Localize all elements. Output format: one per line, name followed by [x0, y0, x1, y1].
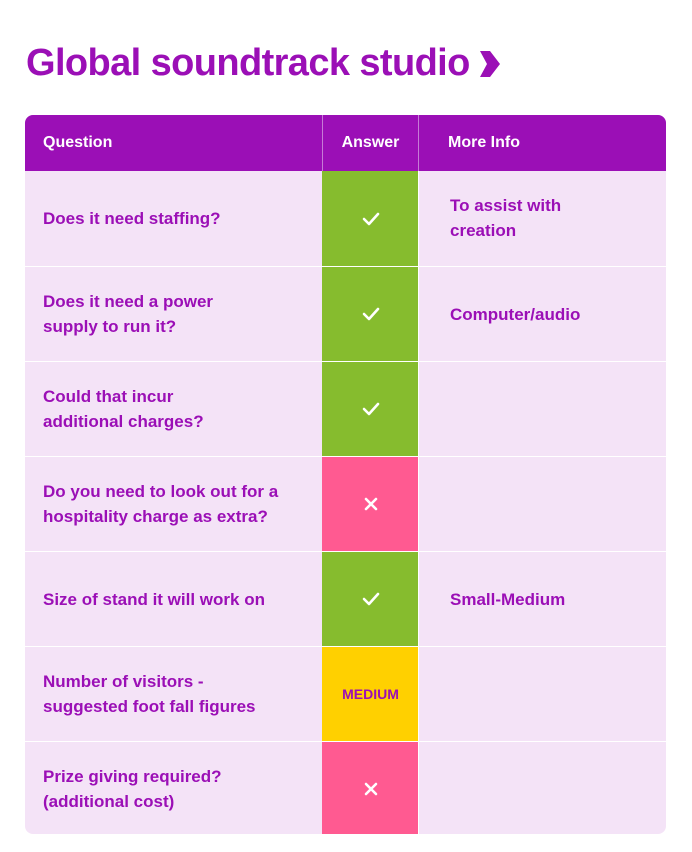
- more-info-text: [450, 302, 580, 327]
- table-row: [25, 361, 666, 456]
- table-row: [25, 456, 666, 551]
- more-info-text: [450, 587, 565, 612]
- more-info-cell: [450, 552, 650, 646]
- question-cell: [43, 552, 313, 646]
- page-title: [26, 42, 502, 85]
- more-info-cell: [450, 647, 650, 741]
- more-info-cell: [450, 457, 650, 551]
- table-row: [25, 551, 666, 646]
- question-line: Does it need staffing?: [43, 209, 221, 228]
- question-cell: [43, 457, 313, 551]
- check-icon: [322, 552, 419, 646]
- question-line: Could that incur: [43, 387, 174, 406]
- more-info-cell: [450, 267, 650, 361]
- more-info-line: Small-Medium: [450, 589, 566, 609]
- table-row: [25, 646, 666, 741]
- question-cell: [43, 362, 313, 456]
- page-title-text: Global soundtrack studio: [26, 42, 470, 84]
- question-text: [43, 384, 204, 434]
- table-row: [25, 266, 666, 361]
- header-answer: Answer: [341, 134, 400, 151]
- column-divider: [418, 171, 419, 266]
- question-cell: [43, 742, 313, 834]
- question-line: Does it need a power: [43, 292, 214, 311]
- check-icon: [322, 171, 419, 266]
- question-text: [43, 206, 221, 231]
- question-text: [43, 479, 278, 529]
- more-info-cell: [450, 742, 650, 834]
- check-icon: [322, 362, 419, 456]
- header-more-info: More Info: [448, 134, 520, 151]
- question-text: [43, 764, 222, 814]
- table-row: [25, 741, 666, 834]
- chevron-right-icon: [478, 49, 502, 79]
- column-divider: [418, 267, 419, 361]
- question-line: hospitality charge as extra?: [43, 507, 268, 526]
- more-info-line: creation: [450, 221, 517, 240]
- column-divider: [418, 457, 419, 551]
- header-divider: [418, 115, 419, 171]
- question-line: additional charges?: [43, 412, 204, 431]
- more-info-line: To assist with: [450, 196, 562, 215]
- question-line: suggested foot fall figures: [43, 697, 256, 716]
- question-cell: [43, 267, 313, 361]
- cross-icon: [322, 457, 419, 551]
- column-divider: [418, 362, 419, 456]
- question-line: supply to run it?: [43, 317, 177, 336]
- question-cell: [43, 171, 313, 266]
- more-info-cell: [450, 362, 650, 456]
- check-icon: [322, 267, 419, 361]
- more-info-cell: [450, 171, 650, 266]
- question-text: [43, 587, 265, 612]
- column-divider: [418, 552, 419, 646]
- question-line: Size of stand it will work on: [43, 589, 265, 609]
- cross-icon: [322, 742, 419, 834]
- question-line: Number of visitors -: [43, 672, 204, 691]
- more-info-text: [450, 193, 561, 243]
- question-text: [43, 669, 256, 719]
- question-line: Do you need to look out for a: [43, 482, 279, 501]
- question-line: Prize giving required?: [43, 767, 222, 786]
- table-header: [25, 115, 666, 171]
- question-text: [43, 289, 213, 339]
- header-question: Question: [43, 134, 113, 151]
- column-divider: [418, 647, 419, 741]
- question-cell: [43, 647, 313, 741]
- column-divider: [418, 742, 419, 834]
- info-table: [25, 115, 666, 834]
- more-info-line: Computer/audio: [450, 304, 581, 324]
- table-row: [25, 171, 666, 266]
- question-line: (additional cost): [43, 792, 175, 811]
- answer-badge-medium: MEDIUM: [322, 647, 419, 741]
